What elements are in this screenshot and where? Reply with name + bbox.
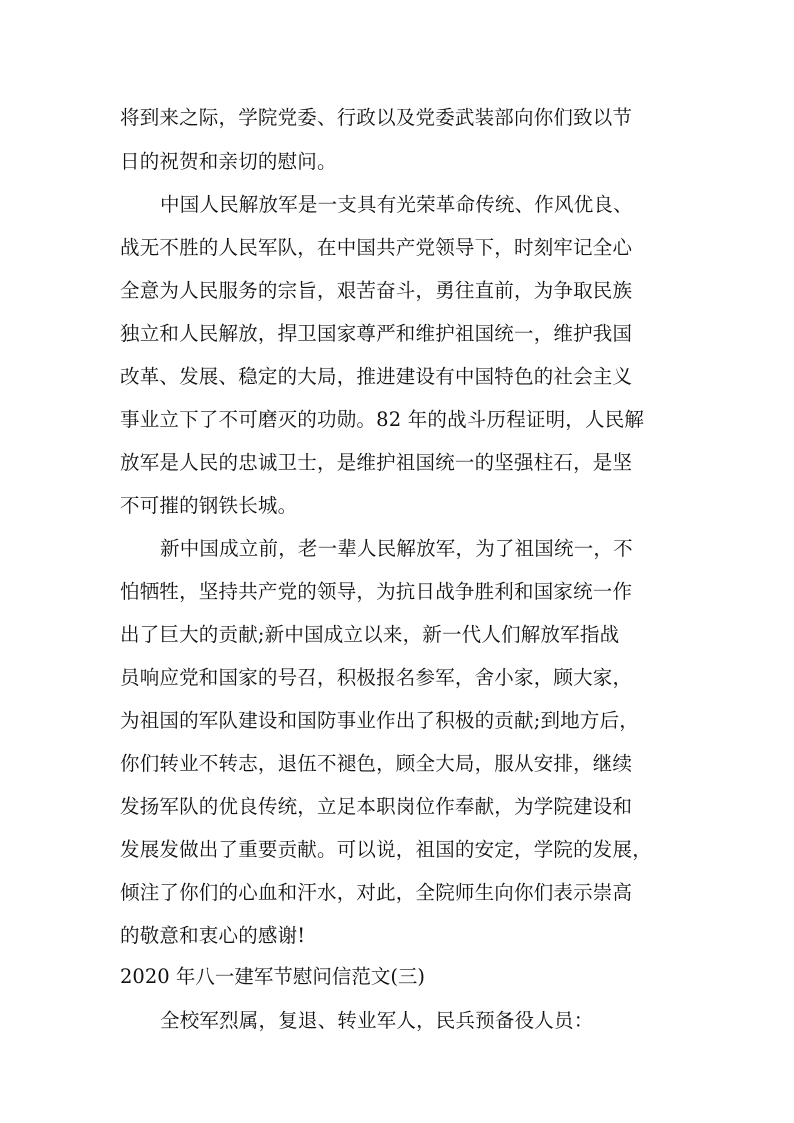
- paragraph-line: 日的祝贺和亲切的慰问。: [120, 150, 337, 173]
- paragraph-line: 不可摧的钢铁长城。: [120, 494, 298, 517]
- paragraph-line: 全意为人民服务的宗旨，艰苦奋斗，勇往直前，为争取民族: [120, 279, 633, 302]
- paragraph-line: 发扬军队的优良传统，立足本职岗位作奉献，为学院建设和: [120, 795, 633, 818]
- paragraph-line: 中国人民解放军是一支具有光荣革命传统、作风优良、: [160, 193, 633, 216]
- paragraph-line: 你们转业不转志，退伍不褪色，顾全大局，服从安排，继续: [120, 752, 633, 775]
- paragraph-line: 事业立下了不可磨灭的功勋。82 年的战斗历程证明，人民解: [120, 408, 645, 431]
- paragraph-line: 放军是人民的忠诚卫士，是维护祖国统一的坚强柱石，是坚: [120, 451, 633, 474]
- paragraph-line: 改革、发展、稳定的大局，推进建设有中国特色的社会主义: [120, 365, 633, 388]
- section-heading: 2020 年八一建军节慰问信范文(三): [120, 965, 426, 988]
- paragraph-line: 为祖国的军队建设和国防事业作出了积极的贡献;到地方后，: [120, 709, 639, 732]
- paragraph-line: 独立和人民解放，捍卫国家尊严和维护祖国统一，维护我国: [120, 322, 633, 345]
- salutation-line: 全校军烈属，复退、转业军人，民兵预备役人员：: [160, 1009, 594, 1032]
- paragraph-line: 的敬意和衷心的感谢!: [120, 924, 306, 947]
- paragraph-line: 将到来之际，学院党委、行政以及党委武装部向你们致以节: [120, 106, 633, 129]
- paragraph-line: 怕牺牲，坚持共产党的领导，为抗日战争胜利和国家统一作: [120, 580, 633, 603]
- paragraph-line: 战无不胜的人民军队，在中国共产党领导下，时刻牢记全心: [120, 236, 633, 259]
- paragraph-line: 倾注了你们的心血和汗水，对此，全院师生向你们表示崇高: [120, 881, 633, 904]
- paragraph-line: 出了巨大的贡献;新中国成立以来，新一代人们解放军指战: [120, 623, 620, 646]
- paragraph-line: 新中国成立前，老一辈人民解放军，为了祖国统一，不: [160, 537, 633, 560]
- paragraph-line: 员响应党和国家的号召，积极报名参军，舍小家，顾大家，: [120, 666, 633, 689]
- paragraph-line: 发展发做出了重要贡献。可以说，祖国的安定，学院的发展，: [120, 838, 652, 861]
